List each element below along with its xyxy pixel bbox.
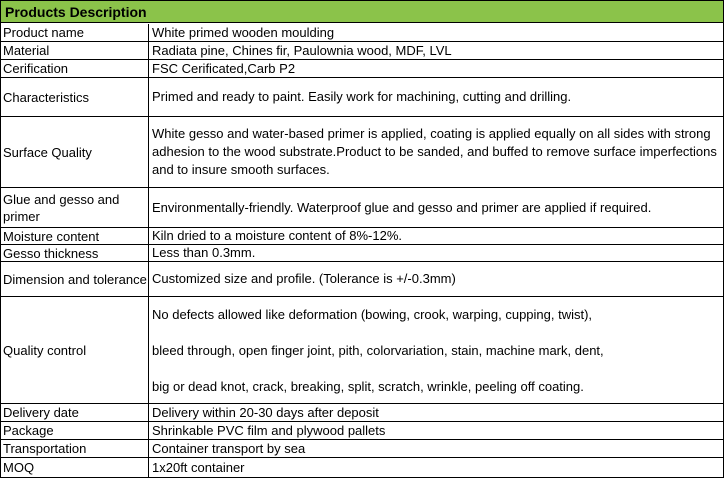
row-value: White primed wooden moulding [152, 24, 335, 40]
row-label: Package [1, 422, 149, 439]
row-value: Primed and ready to paint. Easily work for machining, cutting and drilling. [152, 89, 572, 104]
row-label: Moisture content [1, 228, 149, 244]
row-value: Radiata pine, Chines fir, Paulownia wood, MDF, LVL [152, 42, 452, 58]
row-value: Less than 0.3mm. [152, 245, 256, 260]
table-row [1, 228, 723, 245]
table-title: Products Description [1, 1, 723, 23]
table-row [1, 78, 723, 117]
row-value: Container transport by sea [152, 440, 306, 456]
table-row [1, 117, 723, 188]
row-value: 1x20ft container [152, 459, 245, 475]
row-value: Customized size and profile. (Tolerance is +/-0.3mm) [152, 271, 456, 286]
quality-line: big or dead knot, crack, breaking, split, scratch, wrinkle, peeling off coating. [152, 379, 584, 394]
row-value [149, 297, 723, 403]
table-row [1, 42, 723, 60]
row-label: MOQ [1, 458, 149, 477]
table-row [1, 262, 723, 297]
table-row [1, 404, 723, 422]
row-label: Cerification [1, 60, 149, 77]
row-label: Gesso thickness [1, 245, 149, 261]
row-label: Delivery date [1, 404, 149, 421]
table-row [1, 458, 723, 477]
row-label: Product name [1, 24, 149, 41]
row-label: Surface Quality [1, 117, 149, 187]
row-label: Quality control [1, 297, 149, 403]
table-row [1, 188, 723, 228]
row-label: Glue and gesso and primer [1, 188, 149, 227]
table-row [1, 245, 723, 262]
row-label: Material [1, 42, 149, 59]
table-row [1, 297, 723, 404]
row-label: Characteristics [1, 78, 149, 116]
table-row [1, 24, 723, 42]
row-value: FSC Cerificated,Carb P2 [152, 60, 296, 76]
quality-line: No defects allowed like deformation (bowing, crook, warping, cupping, twist), [152, 307, 593, 322]
row-value: Shrinkable PVC film and plywood pallets [152, 422, 386, 438]
table-row [1, 60, 723, 78]
row-label: Dimension and tolerance [1, 262, 149, 296]
row-value: Environmentally-friendly. Waterproof glue and gesso and primer are applied if required. [152, 199, 652, 215]
row-value: Kiln dried to a moisture content of 8%-12%. [152, 228, 403, 243]
quality-line: bleed through, open finger joint, pith, colorvariation, stain, machine mark, dent, [152, 343, 604, 358]
table-row [1, 440, 723, 458]
row-value: White gesso and water-based primer is applied, coating is applied equally on all sides with strong adhesion to the wood substrate.Product to be sanded, and buffed to remove surface imperfections and to insure smooth surfaces. [152, 126, 717, 177]
row-value: Delivery within 20-30 days after deposit [152, 404, 379, 420]
row-label: Transportation [1, 440, 149, 457]
table-row [1, 422, 723, 440]
